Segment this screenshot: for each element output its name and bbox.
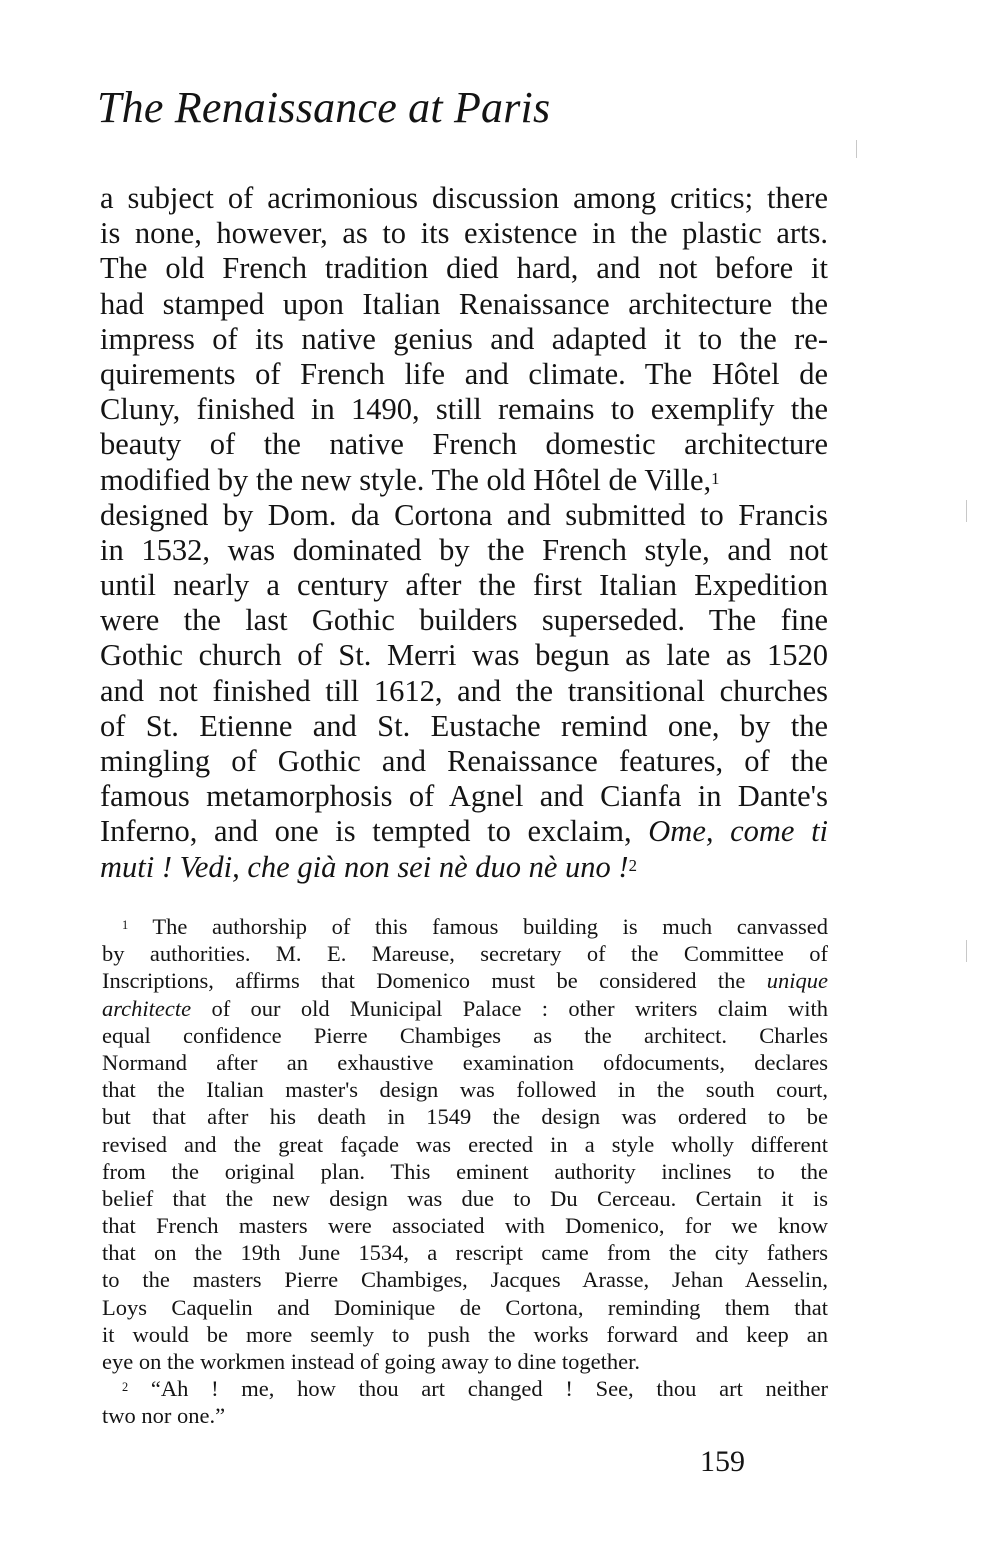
body-line-text: modified by the new style. The old Hôtel de Ville, — [100, 462, 712, 497]
body-line: is none, however, as to its existence in the plastic arts. — [100, 216, 828, 251]
page-number: 159 — [700, 1445, 745, 1478]
footnotes — [102, 913, 828, 1430]
body-line: Cluny, finished in 1490, still remains to exemplify the — [100, 392, 828, 427]
footnote-line: that the Italian master's design was followed in the south court, — [102, 1077, 828, 1103]
footnote-line: eye on the workmen instead of going away to dine together. — [102, 1349, 640, 1374]
footnote-line: from the original plan. This eminent authority inclines to the — [102, 1158, 828, 1184]
body-line — [100, 463, 828, 498]
body-text — [100, 181, 828, 885]
footnote-text: of our old Municipal Palace : other writers claim with — [211, 995, 828, 1021]
margin-mark — [856, 140, 857, 158]
footnote-line — [102, 967, 828, 994]
body-line: and not finished till 1612, and the transitional churches — [100, 673, 828, 708]
footnote-line: Loys Caquelin and Dominique de Cortona, reminding them that — [102, 1294, 828, 1320]
footnote-ref: 2 — [628, 855, 637, 875]
footnote-text: Inscriptions, affirms that Domenico must be considered the — [102, 968, 746, 994]
footnote-text: “Ah ! me, how thou art changed ! See, thou art neither — [150, 1376, 829, 1402]
footnote-ref: 1 — [711, 468, 720, 488]
body-line: had stamped upon Italian Renaissance architecture the — [100, 286, 828, 321]
footnote-italic: architecte — [102, 995, 192, 1021]
footnote-marker: 1 — [122, 917, 129, 932]
footnote-text: The authorship of this famous building is much canvassed — [152, 914, 829, 939]
body-line: were the last Gothic builders superseded. The fine — [100, 603, 828, 638]
footnote-marker: 2 — [122, 1379, 129, 1394]
footnote-line: to the masters Pierre Chambiges, Jacques Arasse, Jehan Aesselin, — [102, 1267, 828, 1293]
footnote-line: but that after his death in 1549 the design was ordered to be — [102, 1104, 828, 1130]
body-line — [100, 814, 828, 849]
footnote-line: it would be more seemly to push the works forward and keep an — [102, 1321, 828, 1347]
footnote-line: that French masters were associated with Domenico, for we know — [102, 1213, 828, 1239]
body-line: a subject of acrimonious discussion among critics; there — [100, 181, 828, 215]
body-line: impress of its native genius and adapted it to the re- — [100, 321, 828, 356]
footnote-line: revised and the great façade was erected in a style wholly different — [102, 1131, 828, 1157]
body-line: beauty of the native French domestic architecture — [100, 427, 828, 462]
italian-quote: muti ! Vedi, che già non sei nè duo nè uno ! — [100, 849, 629, 884]
body-line: designed by Dom. da Cortona and submitted to Francis — [100, 497, 828, 532]
body-line-text: Inferno, and one is tempted to exclaim, — [100, 814, 632, 849]
footnote-line — [102, 913, 828, 940]
footnote-line — [102, 1375, 828, 1402]
body-line: Gothic church of St. Merri was begun as late as 1520 — [100, 638, 828, 673]
footnote-line: belief that the new design was due to Du Cerceau. Certain it is — [102, 1185, 828, 1211]
footnote-line: by authorities. M. E. Mareuse, secretary of the Committee of — [102, 941, 828, 967]
footnote-line: two nor one.” — [102, 1403, 226, 1429]
body-line: quirements of French life and climate. The Hôtel de — [100, 356, 828, 391]
body-line: in 1532, was dominated by the French style, and not — [100, 532, 828, 567]
body-line — [100, 850, 828, 885]
body-line: until nearly a century after the first Italian Expedition — [100, 568, 828, 603]
body-line: famous metamorphosis of Agnel and Cianfa in Dante's — [100, 779, 828, 814]
body-line: mingling of Gothic and Renaissance features, of the — [100, 744, 828, 778]
footnote-italic: unique — [766, 968, 829, 994]
footnote-line: Normand after an exhaustive examination ofdocuments, declares — [102, 1049, 828, 1075]
footnote-line — [102, 995, 828, 1022]
italian-quote: Ome, come ti — [648, 814, 829, 849]
body-line: of St. Etienne and St. Eustache remind one, by the — [100, 708, 828, 743]
footnote-line: that on the 19th June 1534, a rescript came from the city fathers — [102, 1240, 828, 1266]
footnote-line: equal confidence Pierre Chambiges as the architect. Charles — [102, 1022, 828, 1048]
running-head: The Renaissance at Paris — [97, 83, 551, 132]
margin-mark — [966, 500, 967, 522]
margin-mark — [966, 940, 967, 962]
body-line: The old French tradition died hard, and not before it — [100, 251, 828, 286]
